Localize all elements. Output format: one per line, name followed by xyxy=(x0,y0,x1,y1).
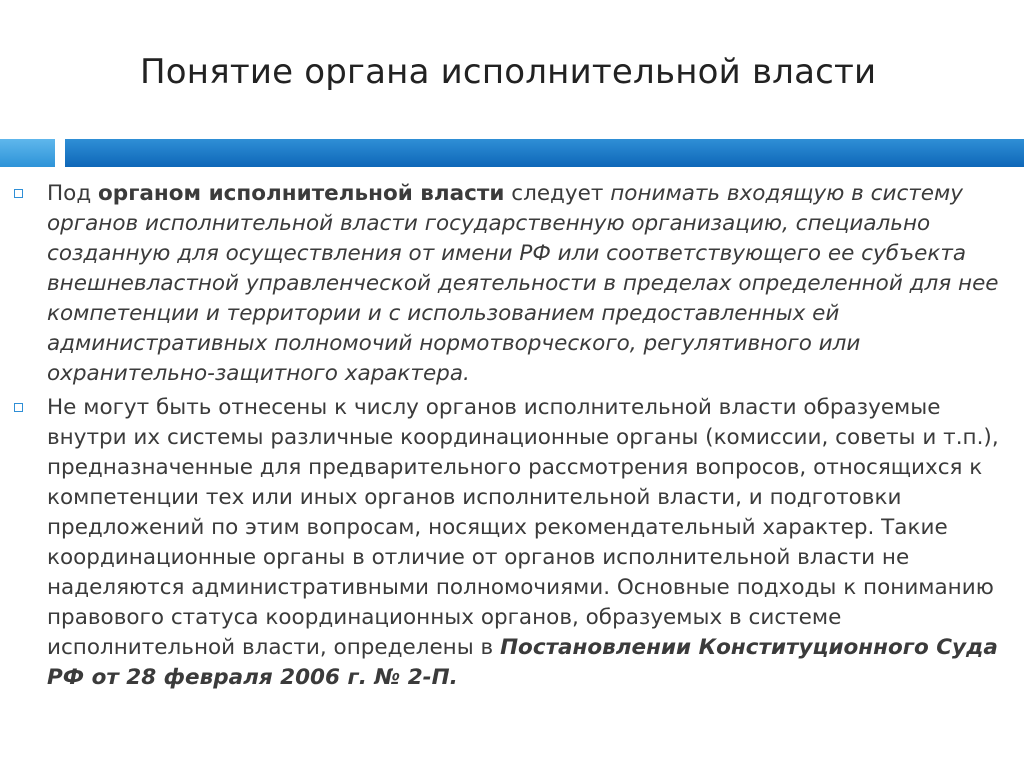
bullet-1-definition: понимать входящую в систему органов исполнительной власти государственную организацию, специально созданную для осуществления от имени РФ или соответствующего ее субъекта внешневластной управленческой деятельности в пределах определенной для нее компетенции и территории и с использованием предоставленных ей административных полномочий нормотворческого, регулятивного или охранительно-защитного характера. xyxy=(47,181,999,386)
slide-body xyxy=(12,179,1012,697)
hollow-square-bullet-icon xyxy=(14,403,23,412)
bullet-1-text-mid: следует xyxy=(504,181,611,206)
bullet-2-text: Не могут быть отнесены к числу органов исполнительной власти образуемые внутри их системы различные координационные органы (комиссии, советы и т.п.), предназначенные для предварительного рассмотрения вопросов, относящихся к компетенции тех или иных органов исполнительной власти, и подготовки предложений по этим вопросам, носящих рекомендательный характер. Такие координационные органы в отличие от органов исполнительной власти не наделяются административными полномочиями. Основные подходы к пониманию правового статуса координационных органов, образуемых в системе исполнительной власти, определены в xyxy=(47,395,999,660)
header-accent-bar-left xyxy=(0,139,55,167)
slide-title: Понятие органа исполнительной власти xyxy=(140,52,877,92)
bullet-item-1 xyxy=(12,179,1012,389)
header-accent-bar-right xyxy=(65,139,1024,167)
bullet-1-text-lead: Под xyxy=(47,181,99,206)
bullet-1-term: органом исполнительной власти xyxy=(98,181,505,206)
bullet-2-legal-reference: Постановлении Конституционного Суда РФ от 28 февраля 2006 г. № 2-П. xyxy=(47,635,998,690)
bullet-item-2 xyxy=(12,393,1012,693)
hollow-square-bullet-icon xyxy=(14,189,23,198)
